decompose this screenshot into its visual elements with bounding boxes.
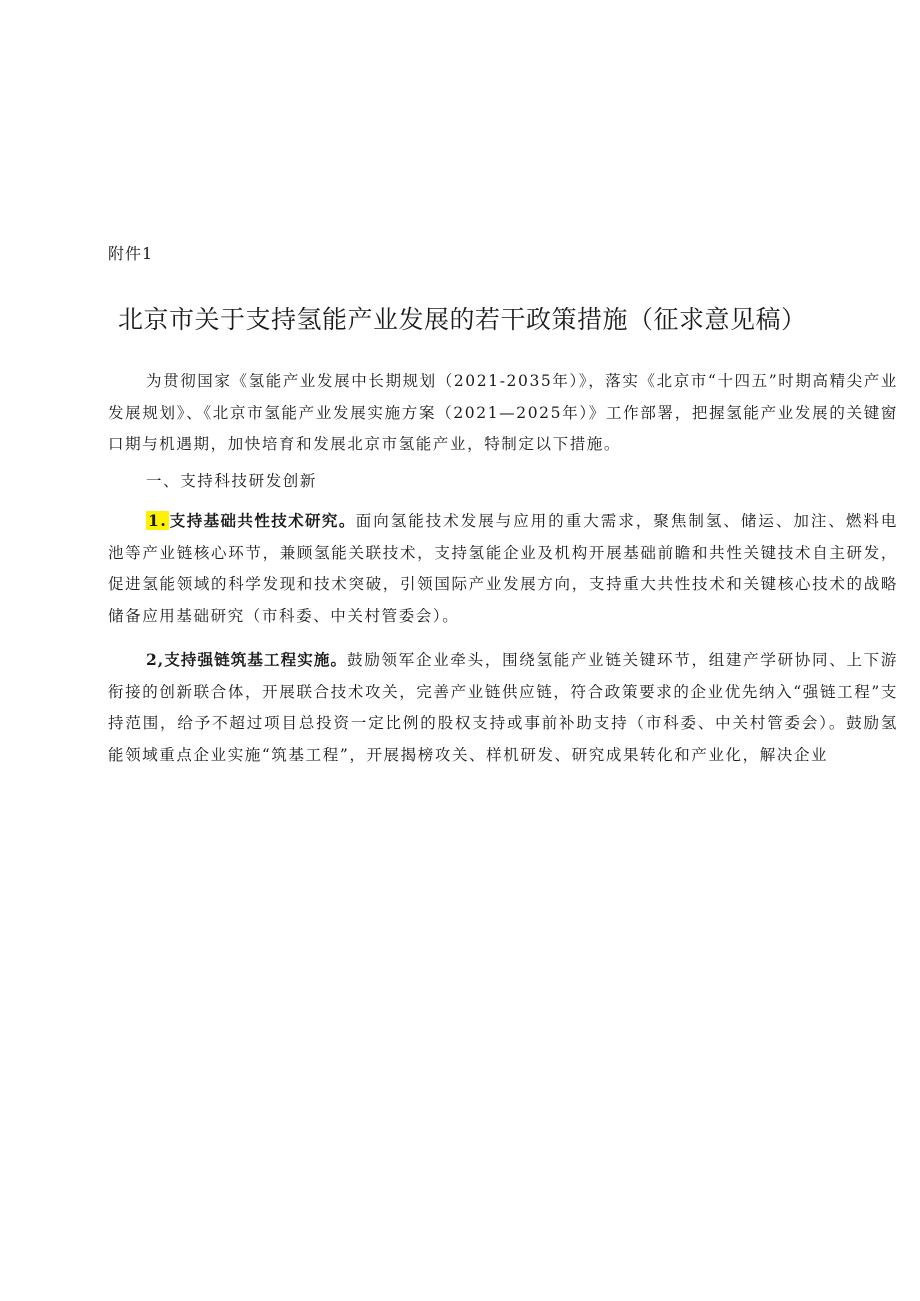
intro-paragraph: 为贯彻国家《氢能产业发展中长期规划（2021-2035年）》，落实《北京市“十四五”时期高精尖产业发展规划》、《北京市氢能产业发展实施方案（2021—2025年）》工作部署，把握氢能产业发展的关键窗口期与机遇期，加快培育和发展北京市氢能产业，特制定以下措施。 (108, 372, 898, 453)
document-title: 北京市关于支持氢能产业发展的若干政策措施（征求意见稿） (118, 305, 807, 334)
item2-number: 2, (146, 650, 165, 669)
item2-lead: 支持强链筑基工程实施。 (164, 650, 348, 669)
item1-body: 面向氢能技术发展与应用的重大需求，聚焦制氢、储运、加注、燃料电池等产业链核心环节，兼顾氢能关联技术，支持氢能企业及机构开展基础前瞻和共性关键技术自主研发，促进氢能领域的科学发现和技术突破，引领国际产业发展方向，支持重大共性技术和关键核心技术的战略储备应用基础研究（市科委、中关村管委会）。 (108, 512, 898, 625)
item2-body: 鼓励领军企业牵头，围绕氢能产业链关键环节，组建产学研协同、上下游衔接的创新联合体，开展联合技术攻关，完善产业链供应链，符合政策要求的企业优先纳入“强链工程”支持范围，给予不超过项目总投资一定比例的股权支持或事前补助支持（市科委、中关村管委会）。鼓励氢能领域重点企业实施“筑基工程”，开展揭榜攻关、样机研发、研究成果转化和产业化，解决企业 (108, 651, 898, 764)
section-heading: 一、支持科技研发创新 (146, 472, 318, 490)
item1-number: 1. (148, 511, 168, 530)
item2-paragraph (108, 644, 898, 771)
item1-lead: 支持基础共性技术研究。 (169, 511, 356, 530)
item1-paragraph (108, 505, 898, 632)
attachment-label: 附件1 (108, 244, 154, 263)
